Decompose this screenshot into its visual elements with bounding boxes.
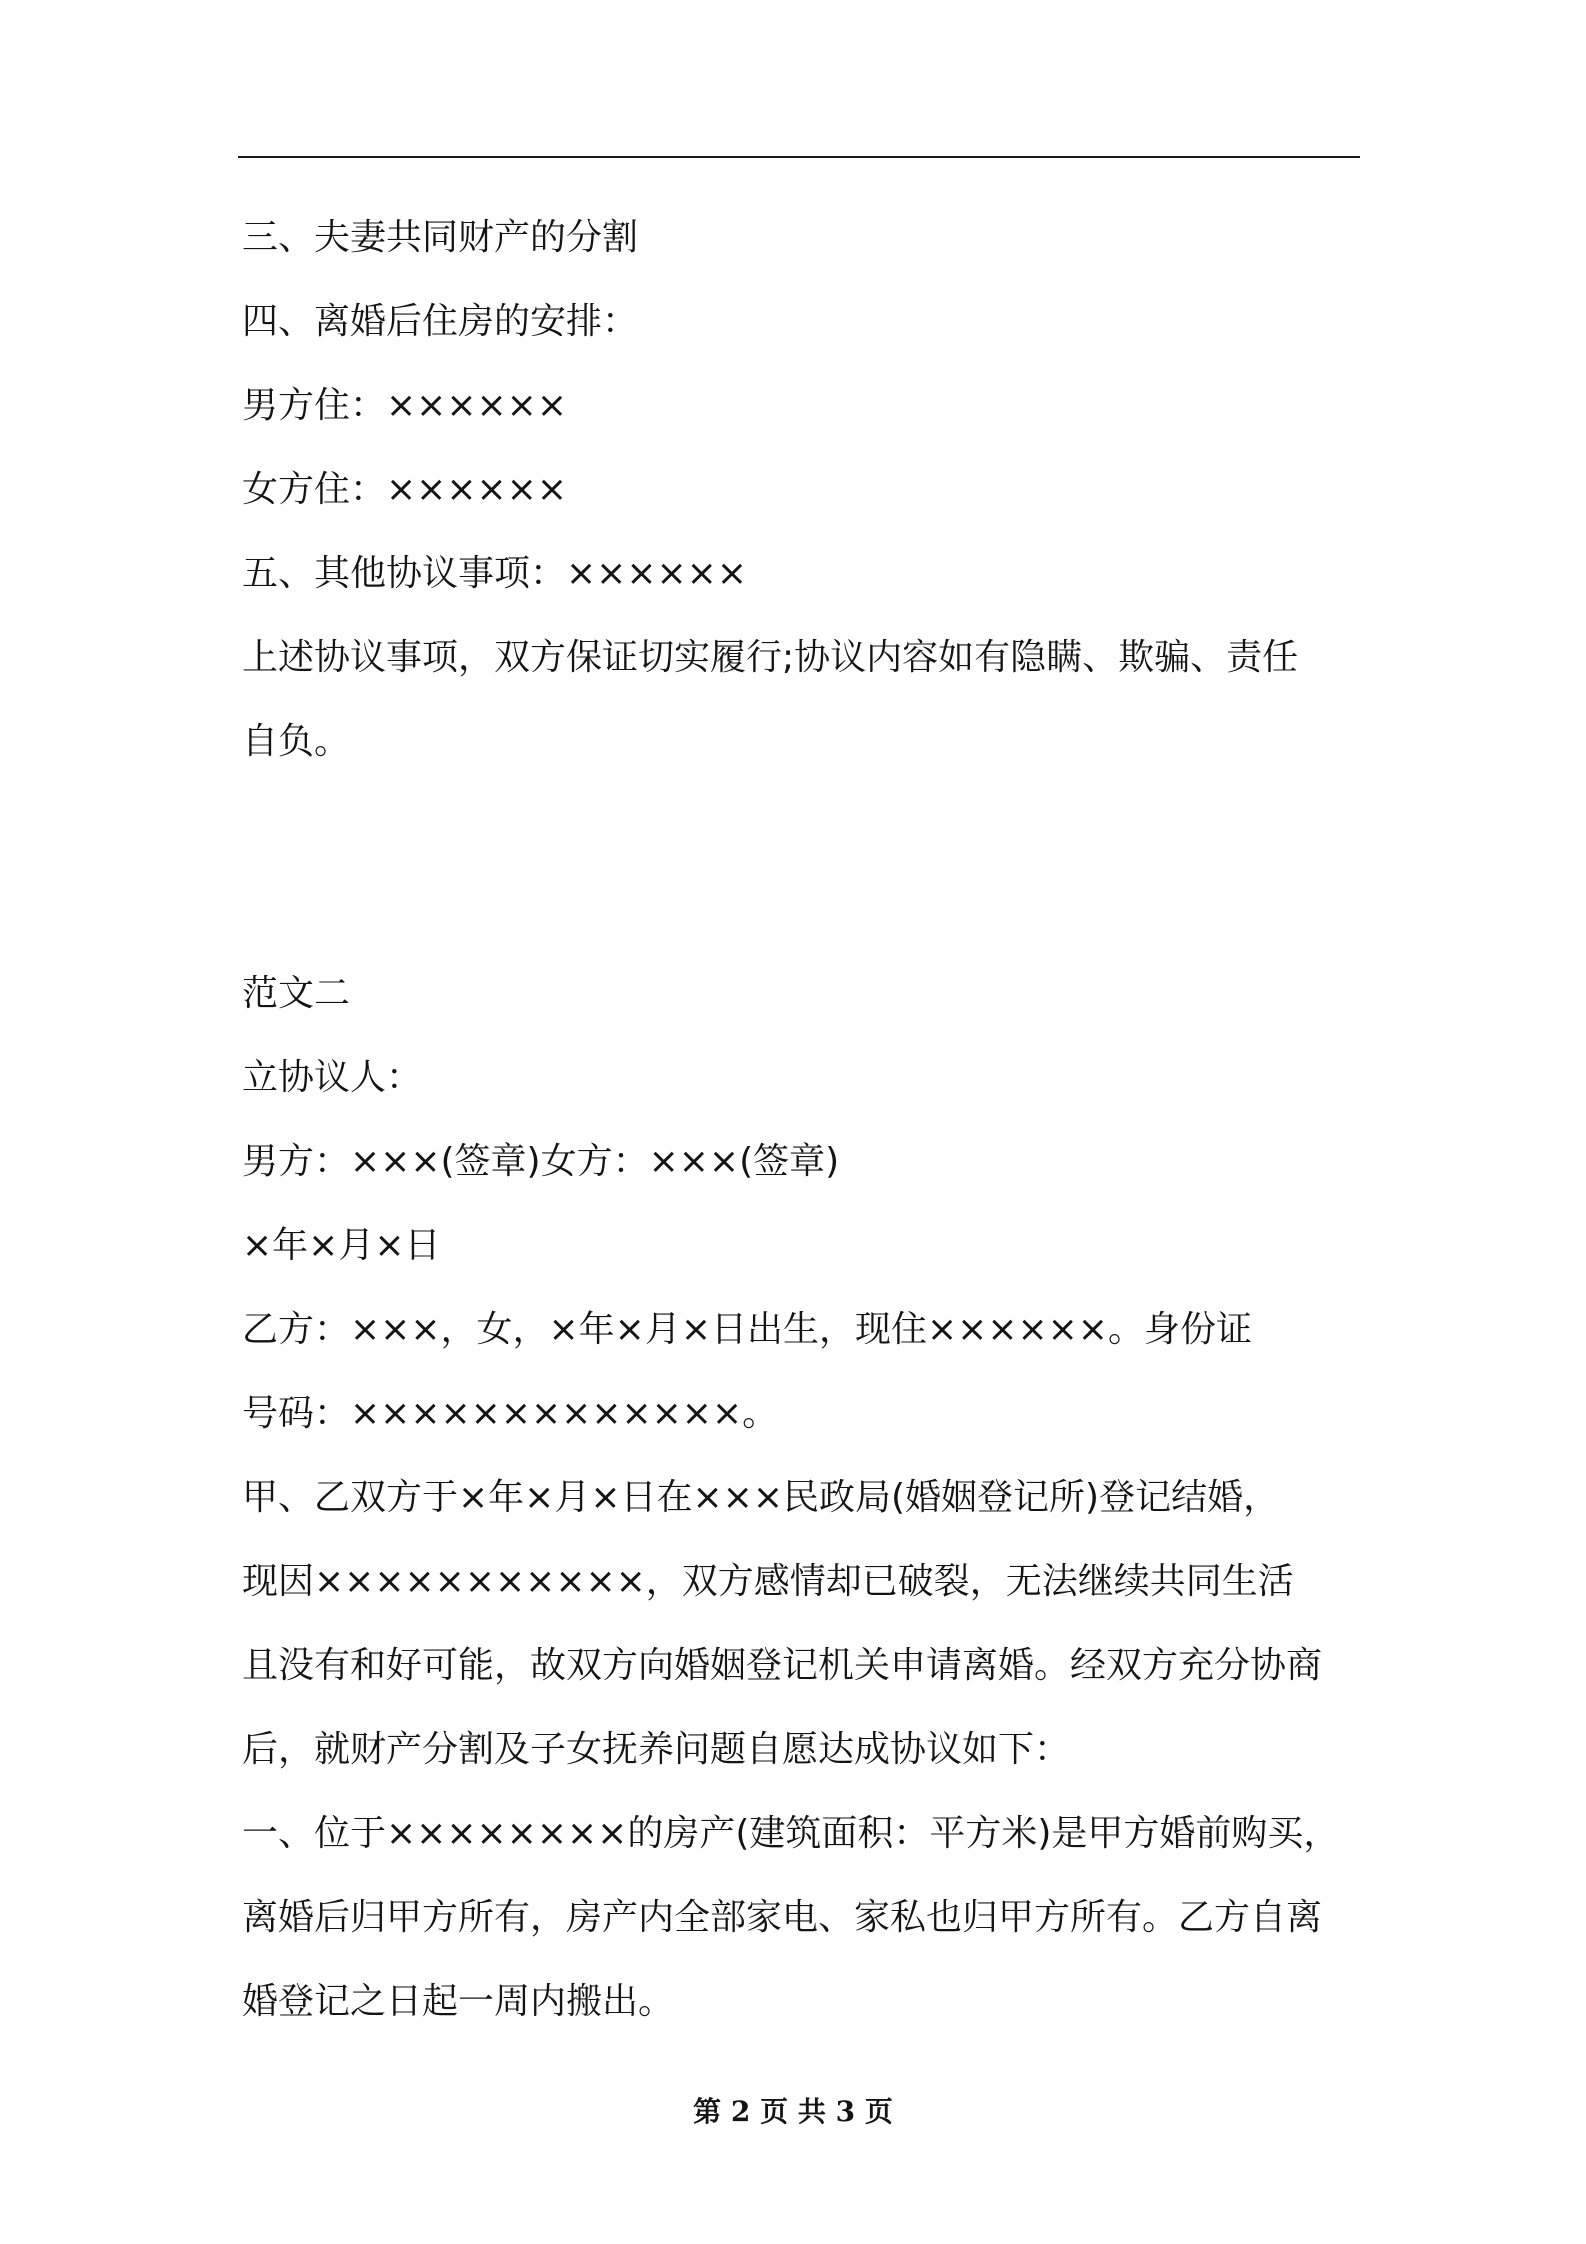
section-gap — [242, 784, 1362, 952]
text-male-residence: 男方住：×××××× — [242, 385, 567, 426]
heading-housing: 四、离婚后住房的安排： — [242, 301, 639, 342]
text-marriage-line-3: 且没有和好可能，故双方向婚姻登记机关申请离婚。经双方充分协商 — [242, 1645, 1323, 1686]
text-party-b-line-2: 号码：×××××××××××××。 — [242, 1393, 779, 1434]
text-marriage-line-1: 甲、乙双方于×年×月×日在×××民政局(婚姻登记所)登记结婚， — [242, 1477, 1280, 1518]
header-divider — [238, 156, 1360, 158]
text-clause-one-line-1: 一、位于××××××××的房产(建筑面积：平方米)是甲方婚前购买， — [242, 1813, 1340, 1854]
text-party-b-line-1: 乙方：×××，女，×年×月×日出生，现住××××××。身份证 — [242, 1309, 1252, 1350]
text-date: ×年×月×日 — [242, 1225, 441, 1266]
page-number-footer: 第 2 页 共 3 页 — [693, 2095, 893, 2128]
text-guarantee-line-2: 自负。 — [242, 721, 351, 762]
heading-sample-two: 范文二 — [242, 973, 351, 1014]
heading-other-matters: 五、其他协议事项：×××××× — [242, 553, 747, 594]
text-female-residence: 女方住：×××××× — [242, 469, 567, 510]
text-marriage-line-2: 现因×××××××××××，双方感情却已破裂，无法继续共同生活 — [242, 1561, 1294, 1602]
text-clause-one-line-3: 婚登记之日起一周内搬出。 — [242, 1981, 675, 2022]
text-clause-one-line-2: 离婚后归甲方所有，房产内全部家电、家私也归甲方所有。乙方自离 — [242, 1897, 1323, 1938]
text-guarantee-line-1: 上述协议事项，双方保证切实履行;协议内容如有隐瞒、欺骗、责任 — [242, 637, 1299, 678]
text-marriage-line-4: 后，就财产分割及子女抚养问题自愿达成协议如下： — [242, 1729, 1071, 1770]
document-body — [242, 196, 1362, 2044]
text-signatures: 男方：×××(签章)女方：×××(签章) — [242, 1141, 840, 1182]
text-parties-label: 立协议人： — [242, 1057, 423, 1098]
heading-joint-property: 三、夫妻共同财产的分割 — [242, 217, 639, 258]
